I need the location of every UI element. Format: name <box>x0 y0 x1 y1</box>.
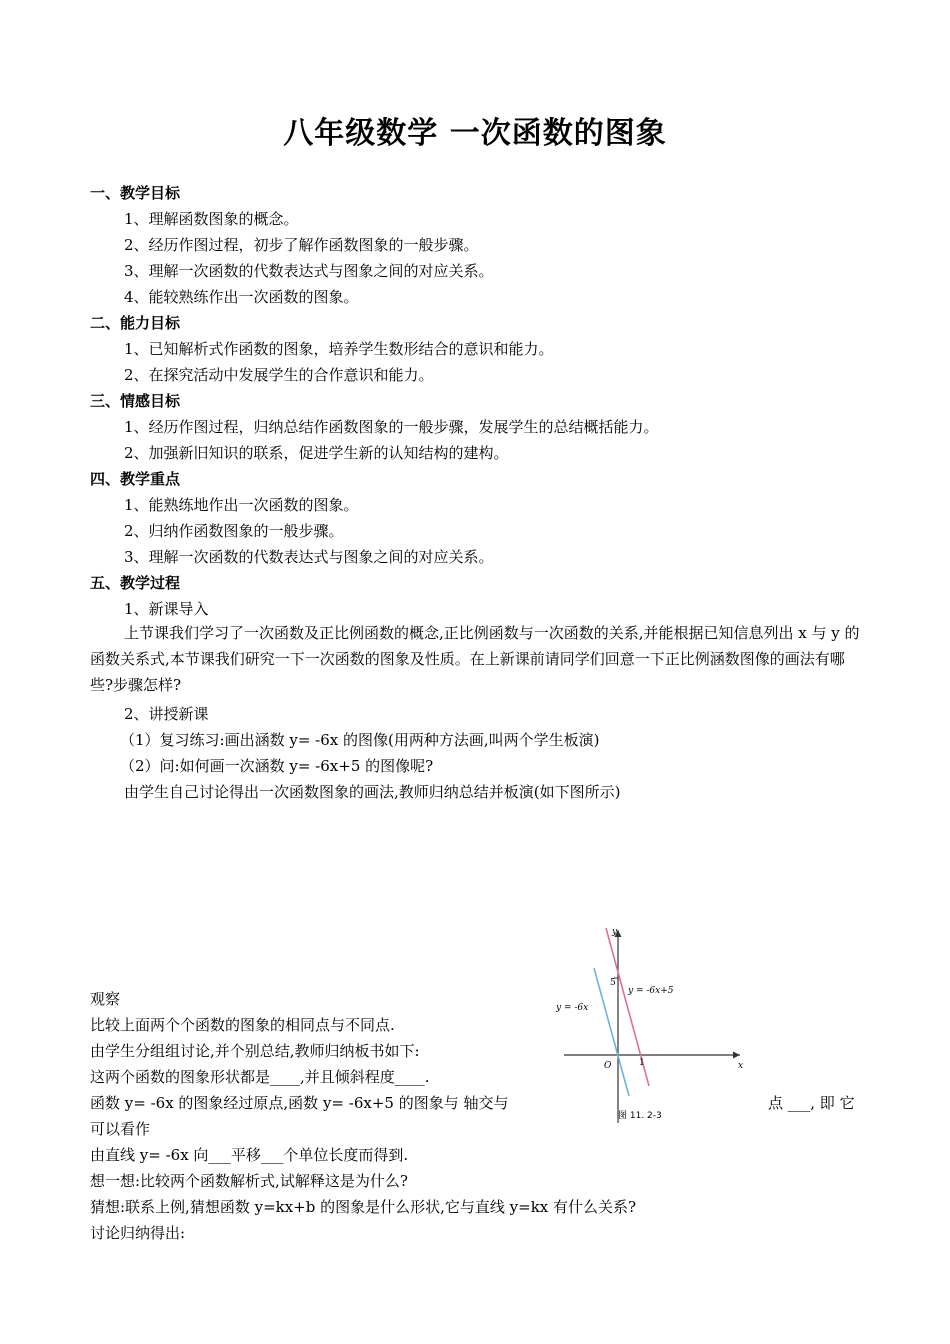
line1-label: y = -6x <box>556 1003 589 1013</box>
subheading-new-lesson-intro: 1、新课导入 <box>124 600 209 618</box>
observe-line: 可以看作 <box>90 1120 151 1138</box>
intro-paragraph: 上节课我们学习了一次函数及正比例函数的概念,正比例函数与一次函数的关系,并能根据已知信息列出 x 与 y 的函数关系式,本节课我们研究一下一次函数的图象及性质。在上新课前请同学们回意一下正比例涵数图像的画法有哪些?步骤怎样? <box>90 624 860 694</box>
question-1: （1）复习练习:画出涵数 y= -6x 的图像(用两种方法画,叫两个学生板演) <box>120 731 600 749</box>
subheading-teach-new: 2、讲授新课 <box>124 705 209 723</box>
section-heading-teaching-goals: 一、教学目标 <box>90 184 181 202</box>
section-heading-emotion-goals: 三、情感目标 <box>90 392 181 410</box>
observe-line: 猜想:联系上例,猜想函数 y=kx+b 的图象是什么形状,它与直线 y=kx 有什么关系? <box>90 1198 637 1216</box>
figure-caption: 图 11. 2-3 <box>618 1111 662 1121</box>
graph-svg <box>552 918 752 1128</box>
section-heading-teaching-process: 五、教学过程 <box>90 574 181 592</box>
list-item: 3、理解一次函数的代数表达式与图象之间的对应关系。 <box>124 262 494 280</box>
x-axis-label: x <box>738 1061 744 1071</box>
observe-line-continued: 点 ___, 即 它 <box>768 1094 855 1112</box>
list-item: 1、理解函数图象的概念。 <box>124 210 299 228</box>
observe-line: 由学生分组组讨论,并个别总结,教师归纳板书如下: <box>90 1042 420 1060</box>
list-item: 2、归纳作函数图象的一般步骤。 <box>124 522 344 540</box>
tick-label-1: 1 <box>639 1058 645 1068</box>
origin-label: O <box>604 1061 612 1071</box>
list-item: 2、经历作图过程，初步了解作函数图象的一般步骤。 <box>124 236 479 254</box>
line2-label: y = -6x+5 <box>628 986 674 996</box>
section-heading-key-points: 四、教学重点 <box>90 470 181 488</box>
list-item: 2、加强新旧知识的联系，促进学生新的认知结构的建构。 <box>124 444 509 462</box>
observe-line: 由直线 y= -6x 向___平移___个单位长度而得到. <box>90 1146 409 1164</box>
question-2: （2）问:如何画一次涵数 y= -6x+5 的图像呢? <box>120 757 434 775</box>
tick-label-5: 5 <box>610 978 616 988</box>
observe-line: 函数 y= -6x 的图象经过原点,函数 y= -6x+5 的图象与 轴交与 <box>90 1094 509 1112</box>
list-item: 4、能较熟练作出一次函数的图象。 <box>124 288 359 306</box>
list-item: 2、在探究活动中发展学生的合作意识和能力。 <box>124 366 434 384</box>
observe-line: 想一想:比较两个函数解析式,试解释这是为什么? <box>90 1172 408 1190</box>
section-heading-ability-goals: 二、能力目标 <box>90 314 181 332</box>
y-axis-label: y <box>612 927 618 937</box>
page-title: 八年级数学 一次函数的图象 <box>283 116 667 151</box>
observe-line: 比较上面两个个函数的图象的相同点与不同点. <box>90 1016 395 1034</box>
list-item: 1、能熟练地作出一次函数的图象。 <box>124 496 359 514</box>
observe-line: 讨论归纳得出: <box>90 1224 186 1242</box>
summary-line: 由学生自己讨论得出一次函数图象的画法,教师归纳总结并板演(如下图所示) <box>124 783 621 801</box>
observe-heading: 观察 <box>90 990 121 1008</box>
function-graph-figure <box>552 918 752 1128</box>
list-item: 1、已知解析式作函数的图象，培养学生数形结合的意识和能力。 <box>124 340 554 358</box>
list-item: 1、经历作图过程，归纳总结作函数图象的一般步骤，发展学生的总结概括能力。 <box>124 418 659 436</box>
list-item: 3、理解一次函数的代数表达式与图象之间的对应关系。 <box>124 548 494 566</box>
observe-line: 这两个函数的图象形状都是____,并且倾斜程度____. <box>90 1068 430 1086</box>
